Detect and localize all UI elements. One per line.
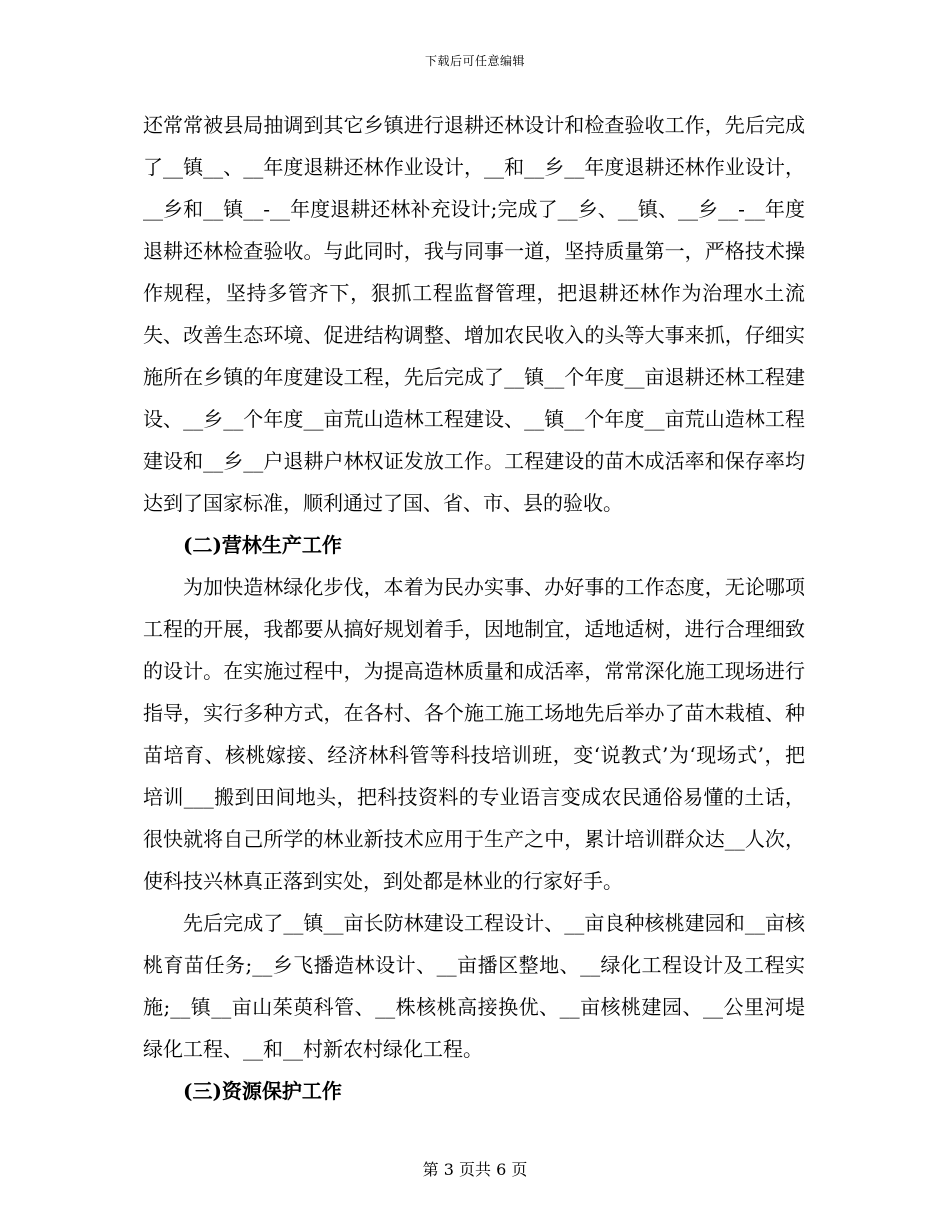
document-body [143,104,805,1112]
paragraph-completed-projects: 先后完成了__镇__亩长防林建设工程设计、__亩良种核桃建园和__亩核桃育苗任务;__乡飞播造林设计、__亩播区整地、__绿化工程设计及工程实施;__镇__亩山茱萸科管、__株核桃高接换优、__亩核桃建园、__公里河堤绿化工程、__和__村新农村绿化工程。 [143,911,805,1061]
section-heading-resource-protection: (三)资源保护工作 [183,1079,342,1103]
paragraph-continuation: 还常常被县局抽调到其它乡镇进行退耕还林设计和检查验收工作，先后完成了__镇__、__年度退耕还林作业设计，__和__乡__年度退耕还林作业设计，__乡和__镇__-__年度退耕还林补充设计;完成了__乡、__镇、__乡__-__年度退耕还林检查验收。与此同时，我与同事一道，坚持质量第一，严格技术操作规程，坚持多管齐下，狠抓工程监督管理，把退耕还林作为治理水土流失、改善生态环境、促进结构调整、增加农民收入的头等大事来抓，仔细实施所在乡镇的年度建设工程，先后完成了__镇__个年度__亩退耕还林工程建设、__乡__个年度__亩荒山造林工程建设、__镇__个年度__亩荒山造林工程建设和__乡__户退耕户林权证发放工作。工程建设的苗木成活率和保存率均达到了国家标准，顺利通过了国、省、市、县的验收。 [143,113,805,515]
section-heading-afforestation: (二)营林生产工作 [183,533,342,557]
paragraph-afforestation: 为加快造林绿化步伐，本着为民办实事、办好事的工作态度，无论哪项工程的开展，我都要从搞好规划着手，因地制宜，适地适树，进行合理细致的设计。在实施过程中，为提高造林质量和成活率，常常深化施工现场进行指导，实行多种方式，在各村、各个施工施工场地先后举办了苗木栽植、种苗培育、核桃嫁接、经济林科管等科技培训班，变‘说教式’为‘现场式’，把培训___搬到田间地头，把科技资料的专业语言变成农民通俗易懂的土话，很快就将自己所学的林业新技术应用于生产之中，累计培训群众达__人次，使科技兴林真正落到实处，到处都是林业的行家好手。 [143,575,805,893]
page-footer: 第 3 页共 6 页 [422,1160,528,1179]
page-header: 下载后可任意编辑 [424,54,525,68]
